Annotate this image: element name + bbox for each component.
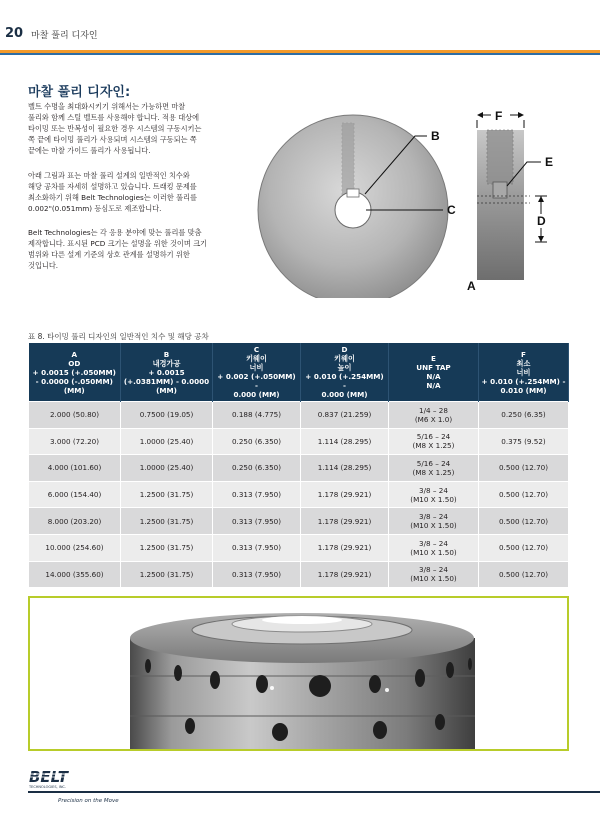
table-row <box>29 428 569 455</box>
table-cell: 1/4 – 28 (M6 X 1.0) <box>389 402 479 429</box>
table-cell: 1.2500 (31.75) <box>121 481 213 508</box>
table-row <box>29 561 569 588</box>
table-cell: 3/8 – 24 (M10 X 1.50) <box>389 508 479 535</box>
table-cell: 1.0000 (25.40) <box>121 455 213 482</box>
table-cell: 0.313 (7.950) <box>213 481 301 508</box>
table-cell: 1.2500 (31.75) <box>121 534 213 561</box>
column-header-a: A OD + 0.0015 (+.050MM) - 0.0000 (-.050MM) (MM) <box>29 343 121 402</box>
callout-label-c: C <box>447 203 456 217</box>
callout-label-a: A <box>467 279 476 293</box>
table-cell: 1.178 (29.921) <box>301 508 389 535</box>
table-cell: 1.0000 (25.40) <box>121 428 213 455</box>
section-title: 마찰 풀리 디자인: <box>28 85 131 100</box>
table-cell: 1.178 (29.921) <box>301 534 389 561</box>
svg-text:BELT: BELT <box>29 768 68 786</box>
page-number: 20 <box>5 26 24 41</box>
table-cell: 5/16 – 24 (M8 X 1.25) <box>389 428 479 455</box>
svg-text:TECHNOLOGIES, INC.: TECHNOLOGIES, INC. <box>29 785 66 789</box>
header-rule-blue <box>0 53 600 55</box>
table-cell: 0.500 (12.70) <box>479 508 569 535</box>
custom-paragraph: Belt Technologies는 각 응용 분야에 맞는 풀리를 맞춤 제작합니다. 표시된 PCD 크기는 설명을 위한 것이며 크기 범위와 다른 설계 기준의 상호 관계를 설명하기 위한 것입니다. <box>28 228 207 270</box>
callout-label-d: D <box>537 214 546 228</box>
pulley-photo <box>28 596 569 751</box>
table-cell: 1.114 (28.295) <box>301 428 389 455</box>
table-cell: 0.250 (6.35) <box>479 402 569 429</box>
table-cell: 10.000 (254.60) <box>29 534 121 561</box>
table-header-row <box>29 343 569 402</box>
column-header-d: D 키웨이 높이 + 0.010 (+.254MM) - 0.000 (MM) <box>301 343 389 402</box>
table-cell: 0.500 (12.70) <box>479 534 569 561</box>
table-row <box>29 455 569 482</box>
table-cell: 1.2500 (31.75) <box>121 508 213 535</box>
column-header-f: F 최소 너비 + 0.010 (+.254MM) - 0.010 (MM) <box>479 343 569 402</box>
table-cell: 0.250 (6.350) <box>213 428 301 455</box>
table-cell: 3/8 – 24 (M10 X 1.50) <box>389 534 479 561</box>
dimension-table <box>28 343 569 588</box>
table-cell: 3.000 (72.20) <box>29 428 121 455</box>
table-cell: 14.000 (355.60) <box>29 561 121 588</box>
table-cell: 0.313 (7.950) <box>213 534 301 561</box>
table-cell: 0.837 (21.259) <box>301 402 389 429</box>
intro-paragraph: 벨트 수명을 최대화시키기 위해서는 가능하면 마찰 풀리와 함께 스틸 벨트를 사용해야 합니다. 적용 대상에 타이밍 또는 반복성이 필요한 경우 시스템의 구동시키는 쪽 끝에 타이밍 풀리가 사용되며 시스템의 구동되는 쪽 끝에는 마찰 가이드 풀리가 사용됩니다. <box>28 102 202 155</box>
table-row <box>29 508 569 535</box>
tagline: Precision on the Move <box>58 798 119 804</box>
callout-label-b: B <box>431 129 440 143</box>
table-cell: 1.178 (29.921) <box>301 481 389 508</box>
table-cell: 0.500 (12.70) <box>479 561 569 588</box>
table-cell: 0.313 (7.950) <box>213 561 301 588</box>
table-cell: 0.250 (6.350) <box>213 455 301 482</box>
table-cell: 0.188 (4.775) <box>213 402 301 429</box>
table-cell: 0.500 (12.70) <box>479 455 569 482</box>
column-header-e: E UNF TAP N/A N/A <box>389 343 479 402</box>
table-row <box>29 534 569 561</box>
table-cell: 8.000 (203.20) <box>29 508 121 535</box>
table-cell: 1.114 (28.295) <box>301 455 389 482</box>
table-row <box>29 402 569 429</box>
table-cell: 0.500 (12.70) <box>479 481 569 508</box>
table-cell: 4.000 (101.60) <box>29 455 121 482</box>
table-cell: 6.000 (154.40) <box>29 481 121 508</box>
table-cell: 5/16 – 24 (M8 X 1.25) <box>389 455 479 482</box>
column-header-b: B 내경가공 + 0.0015 (+.0381MM) - 0.0000 (MM) <box>121 343 213 402</box>
table-caption: 표 8. 타이밍 풀리 디자인의 일반적인 치수 및 해당 공차 <box>28 332 209 341</box>
table-cell: 0.375 (9.52) <box>479 428 569 455</box>
table-cell: 1.178 (29.921) <box>301 561 389 588</box>
callout-label-e: E <box>545 155 554 169</box>
footer-rule <box>28 791 600 793</box>
table-row <box>29 481 569 508</box>
belt-technologies-logo <box>28 768 92 790</box>
table-cell: 0.7500 (19.05) <box>121 402 213 429</box>
pulley-photo-illustration <box>30 598 567 749</box>
table-cell: 3/8 – 24 (M10 X 1.50) <box>389 481 479 508</box>
table-cell: 2.000 (50.80) <box>29 402 121 429</box>
table-cell: 3/8 – 24 (M10 X 1.50) <box>389 561 479 588</box>
column-header-c: C 키웨이 너비 + 0.002 (+.050MM) - 0.000 (MM) <box>213 343 301 402</box>
dimensions-paragraph: 아래 그림과 표는 마찰 풀리 설계의 일반적인 치수와 해당 공차를 자세히 설명하고 있습니다. 트래킹 문제를 최소화하기 위해 Belt Technologies는 이러한 풀리를 0.002"(0.051mm) 등심도로 제조합니다. <box>28 171 197 213</box>
pulley-drawing <box>255 98 585 298</box>
pulley-side-view <box>477 130 530 280</box>
callout-label-f: F <box>495 109 503 123</box>
table-cell: 0.313 (7.950) <box>213 508 301 535</box>
running-header-title: 마찰 풀리 디자인 <box>31 31 98 41</box>
table-cell: 1.2500 (31.75) <box>121 561 213 588</box>
pulley-front-view <box>258 115 448 298</box>
